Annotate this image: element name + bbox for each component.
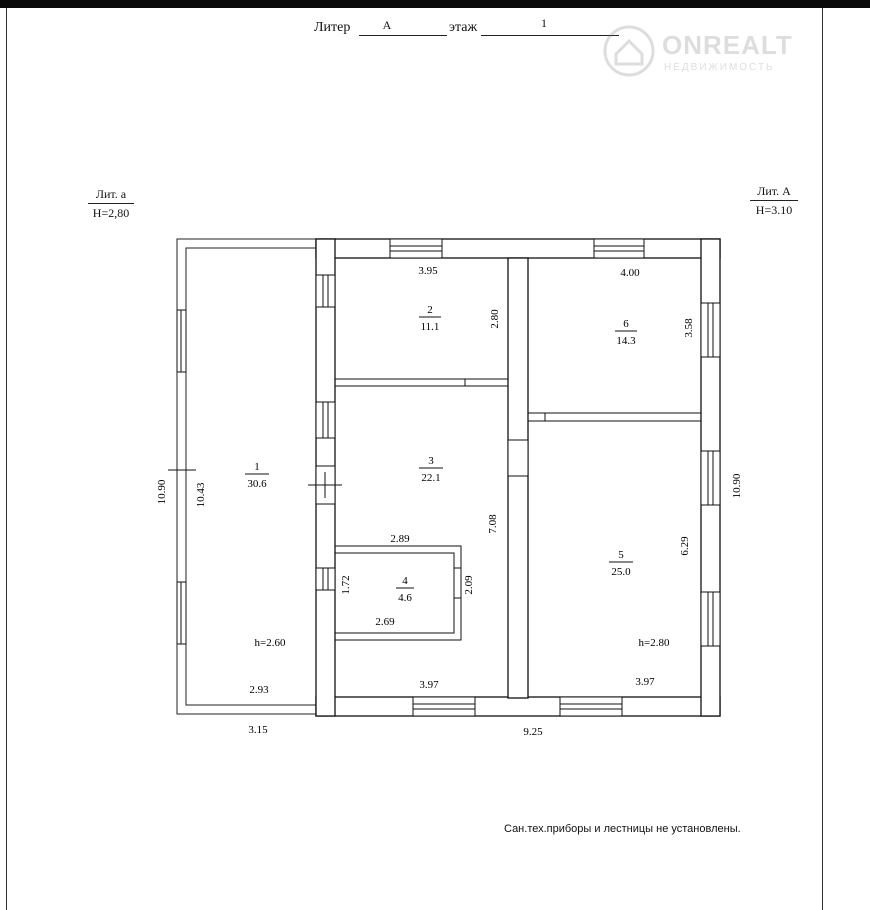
room-3-area: 22.1: [421, 472, 441, 484]
dim-r5-bottom: 3.97: [635, 676, 655, 688]
room-5-area: 25.0: [611, 566, 631, 578]
dim-r2-depth: 2.80: [489, 309, 501, 329]
room-1-area: 30.6: [247, 478, 267, 490]
lit-left-height: H=2,80: [92, 206, 130, 220]
dim-ext-left-width: 3.15: [248, 724, 268, 736]
window-left-room2: [316, 275, 335, 307]
room-2-number: 2: [427, 304, 433, 316]
dim-r5-depth: 6.29: [679, 536, 691, 556]
room-6-label: [615, 318, 637, 347]
wall-middle: [508, 258, 528, 698]
dim-r4-top: 2.89: [390, 533, 410, 545]
extension-outline: [177, 239, 317, 714]
room-labels: [245, 304, 637, 604]
dim-left-total: 10.90: [156, 479, 168, 505]
room-1-number: 1: [254, 461, 260, 473]
window-top-room6: [594, 239, 644, 258]
lit-left-name: Лит. а: [95, 187, 127, 201]
room-5-number: 5: [618, 549, 624, 561]
floor-label: этаж: [449, 20, 478, 35]
dim-r1-bottom: 2.93: [249, 684, 269, 696]
room-6-area: 14.3: [616, 335, 636, 347]
room4-door: [454, 568, 461, 598]
dim-r1-inner: 10.43: [195, 482, 207, 508]
dim-h-right: h=2.80: [638, 637, 670, 649]
wall-bottom: [316, 697, 720, 716]
room-3-label: [419, 455, 443, 484]
room-4-label: [396, 575, 414, 604]
room-6-number: 6: [623, 318, 629, 330]
room-3-number: 3: [428, 455, 434, 467]
wall-top: [316, 239, 720, 258]
room-5-label: [609, 549, 633, 578]
dim-r4-right: 2.09: [463, 575, 475, 595]
floor-value: 1: [541, 16, 547, 30]
dim-r4-bottom: 2.69: [375, 616, 395, 628]
window-left-room4: [316, 568, 335, 590]
window-left-room3: [316, 402, 335, 438]
room-4-number: 4: [402, 575, 408, 587]
liter-value: А: [382, 18, 392, 32]
dim-r6-depth: 3.58: [683, 318, 695, 338]
window-bottom-room5: [560, 697, 622, 716]
room-2-area: 11.1: [420, 321, 440, 333]
room-2-label: [419, 304, 441, 333]
dim-r3-depth: 7.08: [487, 514, 499, 534]
window-top-room2: [390, 239, 442, 258]
window-right-room6: [701, 303, 720, 357]
dim-r3-bottom: 3.97: [419, 679, 439, 691]
window-right-room5a: [701, 451, 720, 505]
door-middle: [508, 440, 528, 476]
plan-note: Сан.тех.приборы и лестницы не установлены.: [504, 823, 741, 835]
lit-right-height: H=3.10: [755, 203, 793, 217]
window-right-room5b: [701, 592, 720, 646]
lit-right-name: Лит. А: [757, 184, 791, 198]
dim-main-width: 9.25: [523, 726, 543, 738]
dim-r6-width: 4.00: [620, 267, 640, 279]
room-1-label: [245, 461, 269, 490]
dim-h-left: h=2.60: [254, 637, 286, 649]
dimensions: [156, 265, 743, 738]
dim-r4-left: 1.72: [340, 575, 352, 595]
dim-right-total: 10.90: [731, 473, 743, 499]
window-bottom-room3: [413, 697, 475, 716]
dim-r2-width: 3.95: [418, 265, 438, 277]
liter-label: Литер: [314, 20, 351, 35]
room-4-area: 4.6: [398, 592, 412, 604]
watermark-brand: ONREALT: [662, 30, 793, 60]
watermark-tagline: НЕДВИЖИМОСТЬ: [664, 62, 775, 73]
